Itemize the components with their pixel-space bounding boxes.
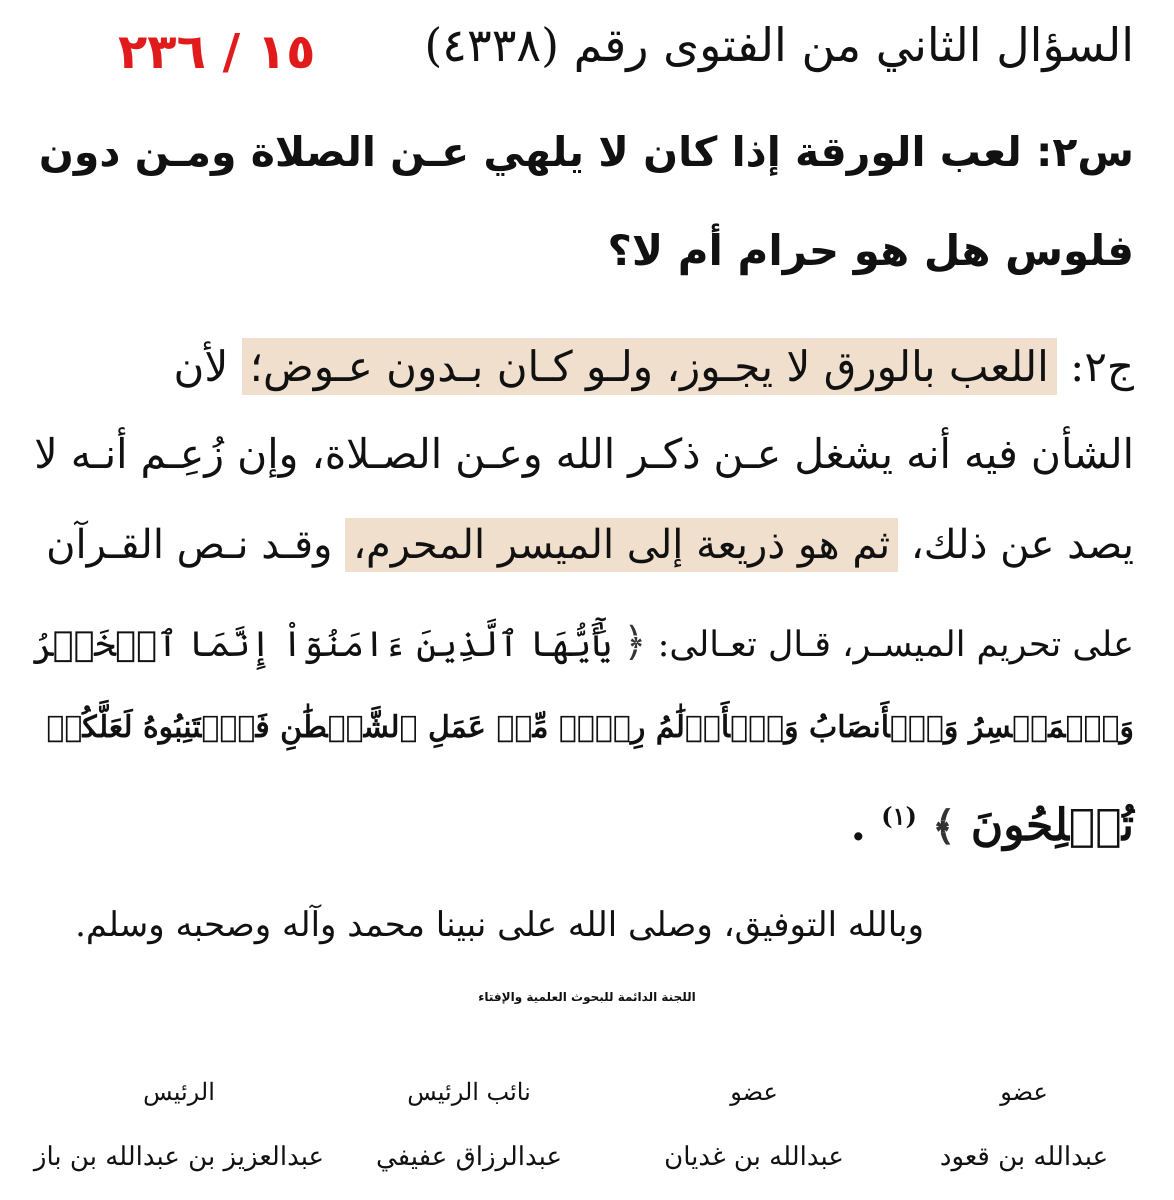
- signatory-name-3: عبدالرزاق عفيفي: [375, 1142, 563, 1172]
- answer-line-2: الشأن فيه أنه يشغل عـن ذكـر الله وعـن الصـلاة، وإن زُعِـم أنـه لا: [34, 430, 1134, 478]
- answer-line-4: [32, 620, 1134, 666]
- closing-line: وبالله التوفيق، وصلى الله على نبينا محمد وآله وصحبه وسلم.: [75, 905, 924, 945]
- signatory-name-2: عبدالله بن غديان: [664, 1142, 844, 1172]
- answer-line-4-start: على تحريم الميسـر، قـال تعـالى:: [657, 625, 1134, 665]
- signatory-name-4: عبدالعزيز بن عبدالله بن باز: [33, 1142, 325, 1172]
- signatory-name-1: عبدالله بن قعود: [939, 1142, 1109, 1172]
- signatory-role-2: عضو: [730, 1078, 778, 1106]
- answer-highlight-1: اللعب بالورق لا يجـوز، ولـو كـان بـدون عـوض؛: [242, 338, 1057, 395]
- signatory-role-1: عضو: [1000, 1078, 1048, 1106]
- quran-close-ornament-icon: ﴾: [932, 803, 956, 850]
- answer-highlight-2: ثم هو ذريعة إلى الميسر المحرم،: [345, 518, 898, 572]
- verse-line-3: [851, 800, 1134, 851]
- verse-line-2: وَٱلۡمَيۡسِرُ وَٱلۡأَنصَابُ وَٱلۡأَزۡلَٰمُ رِجۡسٞ مِّنۡ عَمَلِ ٱلشَّيۡطَٰنِ فَٱجۡتَنِبُوهُ لَعَلَّكُمۡ: [46, 710, 1134, 745]
- document-title: السؤال الثاني من الفتوى رقم (٤٣٣٨): [424, 18, 1134, 72]
- verse-part-3: تُفۡلِحُونَ: [970, 800, 1134, 851]
- quran-open-ornament-icon: ﴿: [623, 620, 647, 666]
- question-line-1: س٢: لعب الورقة إذا كان لا يلهي عـن الصلاة ومـن دون: [38, 128, 1134, 176]
- question-line-2: فلوس هل هو حرام أم لا؟: [607, 226, 1134, 275]
- footnote-ref: (١): [881, 801, 917, 831]
- signatory-role-3: نائب الرئيس: [407, 1078, 531, 1106]
- answer-line-3-end: وقـد نـص القـرآن: [46, 522, 333, 568]
- answer-line-3: [46, 522, 1134, 568]
- answer-line-3-start: يصد عن ذلك،: [910, 522, 1134, 568]
- verse-part-1: يَٰٓأَيُّهَا ٱلَّذِينَ ءَامَنُوٓاْ إِنَّمَا ٱلۡخَمۡرُ: [32, 625, 612, 665]
- answer-prefix: ج٢:: [1070, 342, 1134, 391]
- page-reference: ١٥ / ٢٣٦: [118, 24, 316, 80]
- signatory-role-4: الرئيس: [143, 1078, 215, 1106]
- answer-line-1-end: لأن: [173, 342, 229, 391]
- answer-line-1: [173, 342, 1134, 391]
- committee-name: اللجنة الدائمة للبحوث العلمية والإفتاء: [478, 990, 696, 1004]
- period-mark: .: [850, 800, 866, 851]
